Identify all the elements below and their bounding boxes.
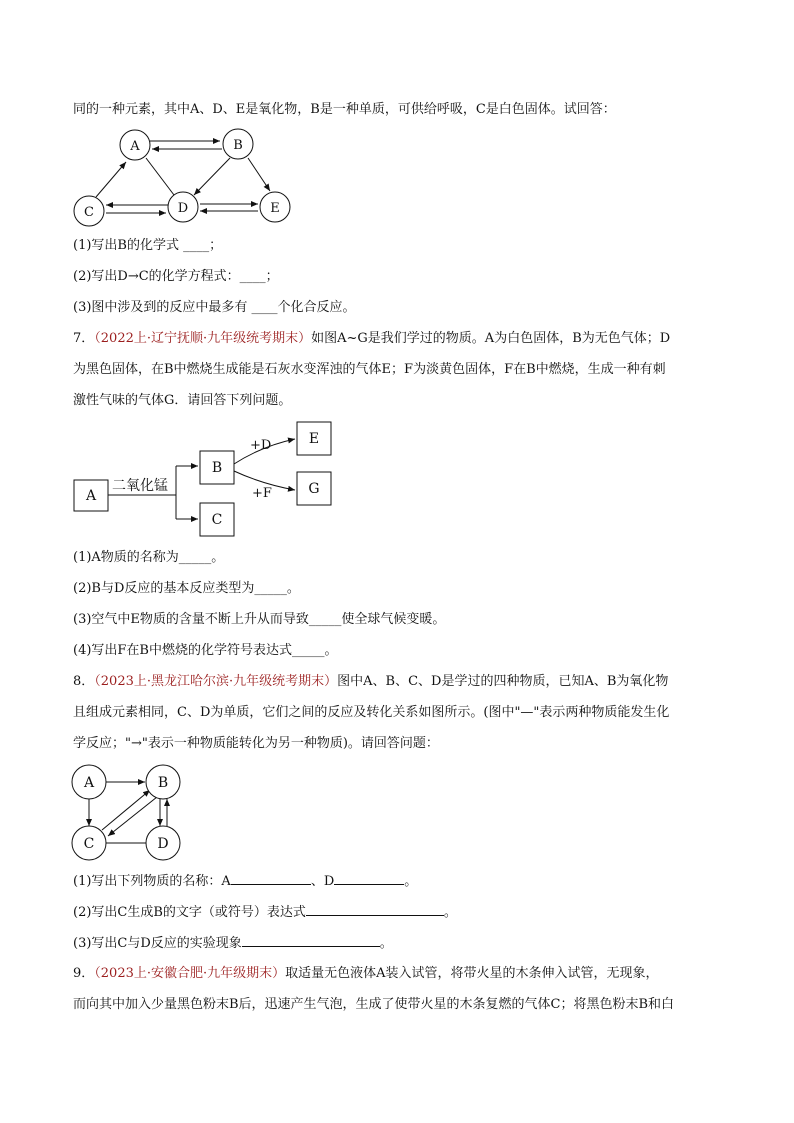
q6-label-e: E xyxy=(270,201,280,216)
q8-sub3-end: 。 xyxy=(379,936,393,951)
q8-sub1-mid: 、D xyxy=(310,874,335,889)
q8-label-a: A xyxy=(83,775,95,791)
q9-source: （2023上·安徽合肥·九年级期末） xyxy=(94,966,286,981)
q8-sub2-prefix: (2)写出C生成B的文字（或符号）表达式 xyxy=(73,905,306,920)
q8-blank-3[interactable] xyxy=(242,933,380,947)
q7-sub3: (3)空气中E物质的含量不断上升从而导致_____使全球气候变暖。 xyxy=(73,612,446,627)
q6-label-b: B xyxy=(233,138,243,153)
q8-line-3: 学反应；"→"表示一种物质能转化为另一种物质)。请回答问题： xyxy=(73,736,439,751)
q8-line-2: 且组成元素相同，C、D为单质，它们之间的反应及转化关系如图所示。(图中"—"表示两种物质能发生化 xyxy=(73,705,670,720)
q8-sub3 xyxy=(73,933,393,954)
q7-sub4: (4)写出F在B中燃烧的化学符号表达式_____。 xyxy=(73,643,338,658)
q6-label-a: A xyxy=(130,139,140,154)
q8-sub1-end: 。 xyxy=(404,874,418,889)
q7-plus-f-label: +F xyxy=(252,486,272,501)
q8-sub2-end: 。 xyxy=(443,905,457,920)
q6-label-d: D xyxy=(177,201,189,216)
q8-sub1 xyxy=(73,871,417,892)
q7-label-c: C xyxy=(211,512,223,528)
q8-blank-2[interactable] xyxy=(306,902,444,916)
q8-blank-a[interactable] xyxy=(231,871,311,885)
q7-number: 7． xyxy=(73,331,95,346)
q7-label-e: E xyxy=(308,431,320,447)
q9-number: 9． xyxy=(73,966,95,981)
q6-sub3: (3)图中涉及到的反应中最多有 ____个化合反应。 xyxy=(73,300,356,315)
q7-label-b: B xyxy=(211,460,223,476)
q7-catalyst-label: 二氧化锰 xyxy=(112,478,168,494)
q8-blank-d[interactable] xyxy=(334,871,404,885)
q7-sub1: (1)A物质的名称为_____。 xyxy=(73,550,225,565)
q8-number: 8． xyxy=(73,674,95,689)
q9-text-a: 取适量无色液体A装入试管，将带火星的木条伸入试管，无现象， xyxy=(285,966,659,981)
q7-line-3: 激性气味的气体G．请回答下列问题。 xyxy=(73,393,292,408)
q6-sub1: (1)写出B的化学式 ____； xyxy=(73,238,223,253)
q8-label-b: B xyxy=(157,775,169,791)
q8-label-d: D xyxy=(157,836,169,852)
q7-label-g: G xyxy=(308,481,320,497)
q8-label-c: C xyxy=(83,836,95,852)
q6-sub2: (2)写出D→C的化学方程式：____； xyxy=(73,269,279,284)
q7-source: （2022上·辽宁抚顺·九年级统考期末） xyxy=(94,331,312,346)
q8-text-a: 图中A、B、C、D是学过的四种物质，已知A、B为氧化物 xyxy=(337,674,669,689)
q7-plus-d-label: +D xyxy=(250,438,272,453)
q7-line-2: 为黑色固体，在B中燃烧生成能是石灰水变浑浊的气体E；F为淡黄色固体，F在B中燃烧，生成一种有刺 xyxy=(73,362,666,377)
q9-line-1 xyxy=(73,964,659,984)
q7-text-a: 如图A~G是我们学过的物质。A为白色固体，B为无色气体；D xyxy=(311,331,671,346)
q7-sub2: (2)B与D反应的基本反应类型为_____。 xyxy=(73,581,300,596)
q8-sub2 xyxy=(73,902,457,923)
q8-source: （2023上·黑龙江哈尔滨·九年级统考期末） xyxy=(94,674,338,689)
q9-line-2: 而向其中加入少量黑色粉末B后，迅速产生气泡，生成了使带火星的木条复燃的气体C；将黑色粉末B和白 xyxy=(73,997,675,1012)
q7-label-a: A xyxy=(85,488,97,504)
q6-label-c: C xyxy=(84,205,94,220)
q8-sub3-prefix: (3)写出C与D反应的实验现象 xyxy=(73,936,242,951)
q8-sub1-prefix: (1)写出下列物质的名称：A xyxy=(73,874,231,889)
q6-intro: 同的一种元素，其中A、D、E是氧化物，B是一种单质，可供给呼吸，C是白色固体。试回答： xyxy=(73,102,616,117)
